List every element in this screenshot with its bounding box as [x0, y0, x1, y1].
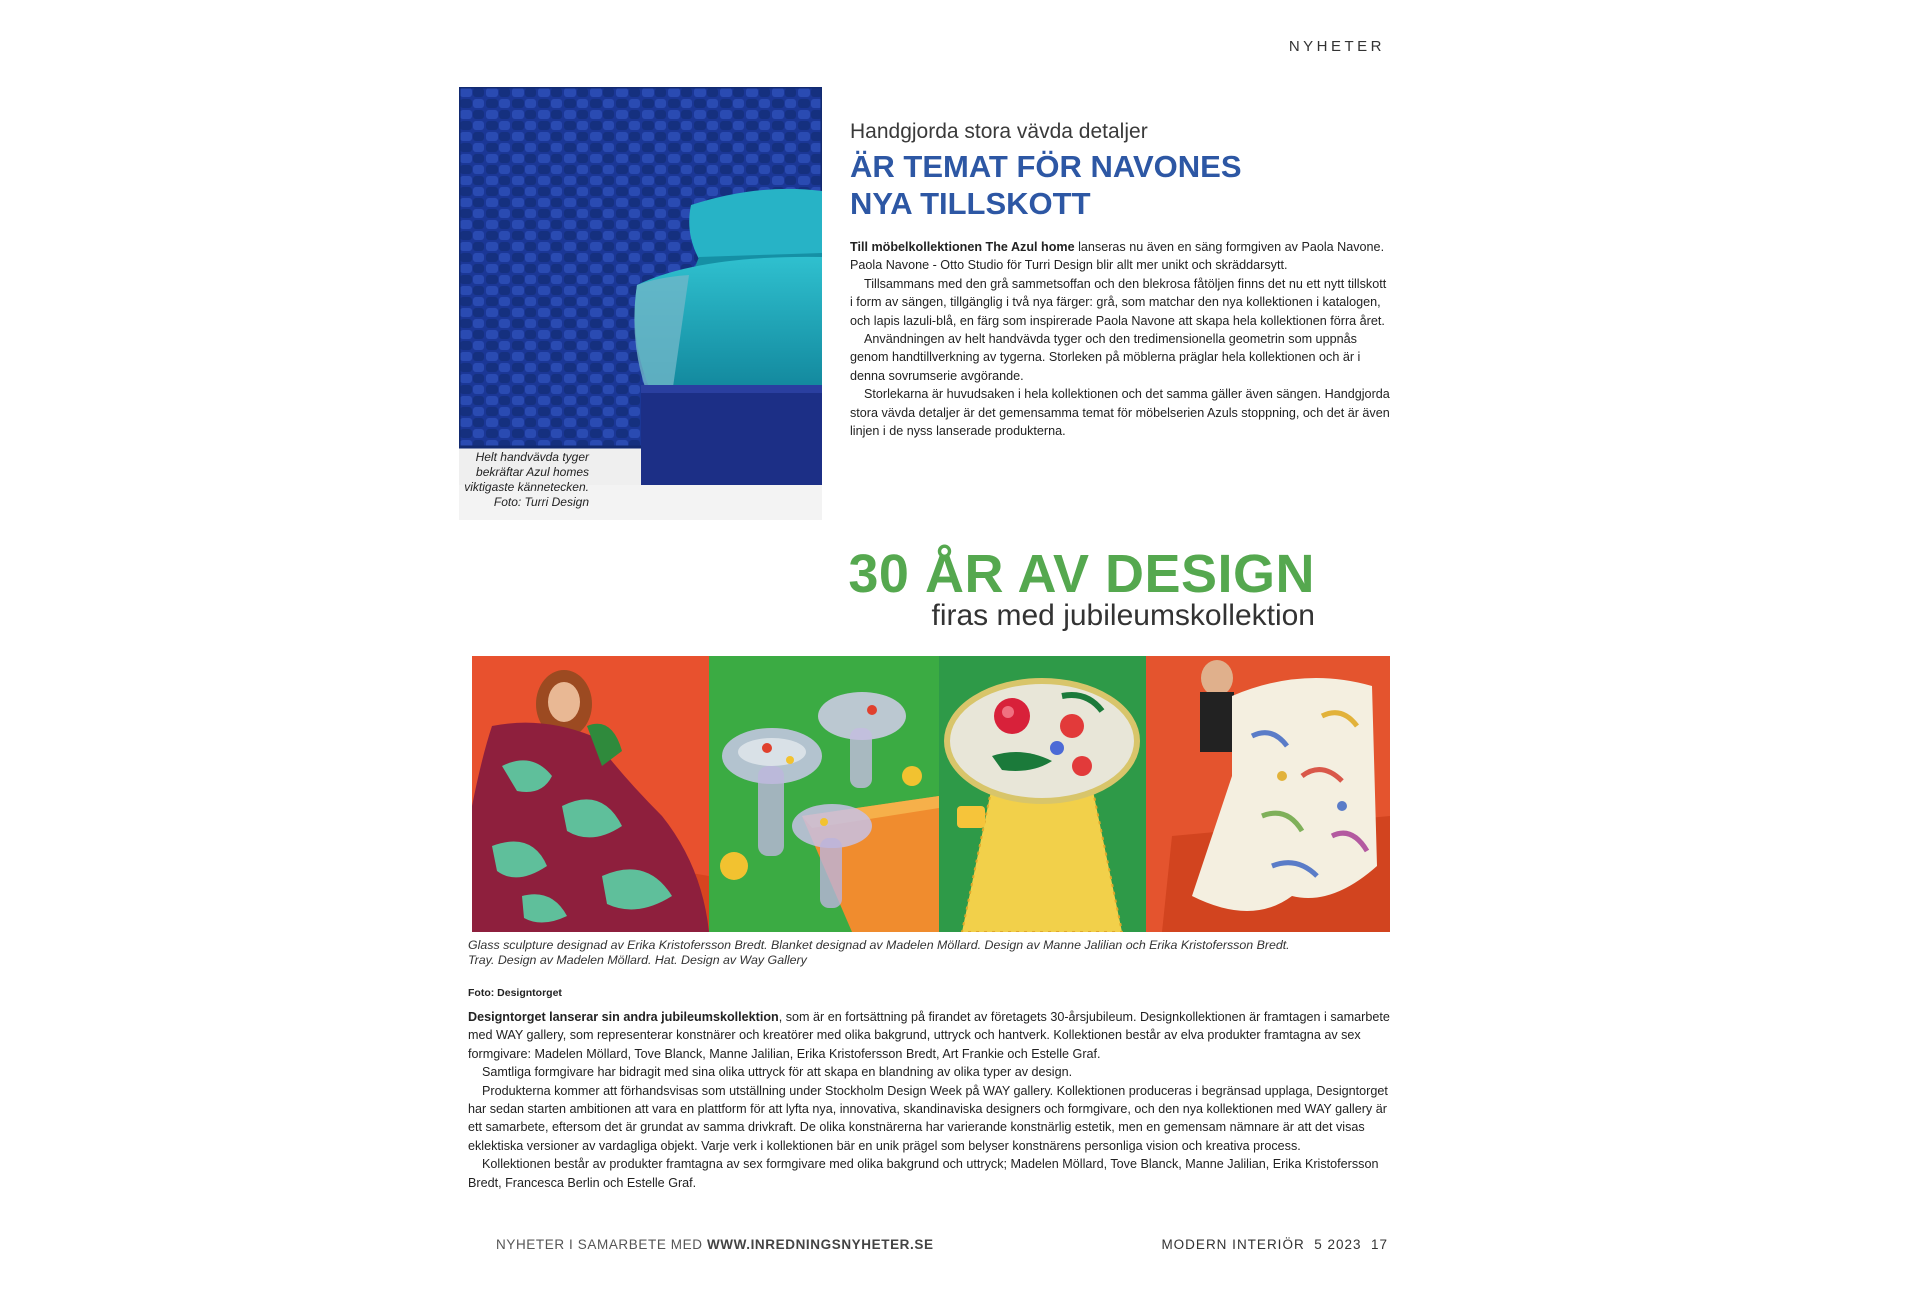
article2-paragraph: Kollektionen består av produkter framtagna av sex formgivare med olika bakgrund och uttryck; Madelen Möllard, Tove Blanck, Manne Jalilian, Erika Kristofersson Bredt, Francesca Berlin och Estelle Graf. — [468, 1157, 1379, 1190]
article1-body — [850, 238, 1390, 440]
article1-lead: Till möbelkollektionen The Azul home — [850, 240, 1075, 254]
article1-kicker: Handgjorda stora vävda detaljer — [850, 120, 1148, 143]
article1-paragraph: Tillsammans med den grå sammetsoffan och den blekrosa fåtöljen finns det nu ett nytt tillskott i form av sängen, tillgänglig i två nya färger: grå, som matchar den nya kollektionen i katalogen, och lapis lazuli-blå, en färg som inspirerade Paola Navone att skapa hela kollektionen förra året. — [850, 276, 1387, 328]
photo-strip-caption — [468, 938, 1348, 968]
photo-strip — [472, 656, 1390, 932]
article2-paragraph — [468, 1008, 1390, 1063]
caption-line: Glass sculpture designad av Erika Kristofersson Bredt. Blanket designad av Madelen Möllard. Design av Manne Jalilian och Erika Kristofersson Bredt. — [468, 938, 1290, 952]
section-label: NYHETER — [1288, 38, 1385, 55]
caption-line: bekräftar Azul homes — [476, 465, 589, 479]
headline-line: ÄR TEMAT FÖR NAVONES — [850, 149, 1242, 184]
headline-line: NYA TILLSKOTT — [850, 186, 1091, 221]
photo-glass-sculpture — [709, 656, 939, 932]
bed-photo-caption — [453, 450, 589, 510]
photo-tray-table — [939, 656, 1146, 932]
caption-line: Tray. Design av Madelen Möllard. Hat. Design av Way Gallery — [468, 953, 807, 967]
footer-partner-text: NYHETER I SAMARBETE MED — [496, 1237, 707, 1252]
article1-para1-text: lanseras nu även en säng formgiven av Paola Navone. Paola Navone - Otto Studio för Turri Design blir allt mer unikt och skräddarsytt. — [850, 240, 1385, 273]
article2-paragraph: Samtliga formgivare har bidragit med sina olika uttryck för att skapa en blandning av olika typer av design. — [482, 1065, 1073, 1080]
footer-folio: MODERN INTERIÖR 5 2023 17 — [1161, 1237, 1388, 1252]
photo-credit: Foto: Designtorget — [468, 987, 562, 999]
article2-body — [468, 1008, 1390, 1192]
photo-credit: Foto: Turri Design — [493, 495, 589, 509]
caption-line: Helt handvävda tyger — [475, 450, 589, 464]
footer-partner — [496, 1237, 934, 1252]
article2-lead: Designtorget lanserar sin andra jubileumskollektion — [468, 1010, 779, 1024]
article2-headline: 30 ÅR AV DESIGN — [848, 544, 1315, 604]
caption-line: viktigaste kännetecken. — [464, 480, 589, 494]
photo-blanket — [472, 656, 709, 932]
photo-hat-fabric — [1146, 656, 1390, 932]
photo-strip-illustration — [472, 656, 1390, 932]
article2-paragraph: Produkterna kommer att förhandsvisas som utställning under Stockholm Design Week på WAY gallery. Kollektionen produceras i begränsad upplaga, Designtorget har sedan starten ambitionen att vara en plattform för att lyfta nya, innovativa, skandinaviska designers och formgivare, och den nya kollektionen med WAY gallery är ett samarbete, eftersom det är grundat av samma drivkraft. De olika konstnärerna har varierande konstnärlig estetik, men en gemensam nämnare är att det visas eklektiska versioner av vardagliga objekt. Varje verk i kollektionen bär en unik prägel som belyser konstnärens personliga vision och kreativa process. — [468, 1083, 1388, 1153]
article2-para1-text: , som är en fortsättning på firandet av företagets 30-årsjubileum. Designkollektionen är framtagen i samarbete med WAY gallery, som representerar konstnärer och kreatörer med olika bakgrund, uttryck och hantverk. Kollektionen består av elva produkter framtagna av sex formgivare: Madelen Möllard, Tove Blanck, Manne Jalilian, Erika Kristofersson Bredt, Art Frankie och Estelle Graf. — [468, 1010, 1390, 1061]
footer-url-link[interactable]: WWW.INREDNINGSNYHETER.SE — [706, 1237, 934, 1252]
article1-paragraph: Användningen av helt handvävda tyger och den tredimensionella geometrin som uppnås genom handtillverkning av tygerna. Storleken på möblerna präglar hela kollektionen och är i denna sovrumserie avgörande. — [850, 332, 1361, 383]
article1-paragraph — [850, 238, 1390, 275]
article1-paragraph: Storlekarna är huvudsaken i hela kollektionen och det samma gäller även sängen. Handgjorda stora vävda detaljer är det gemensamma temat för möbelserien Azuls stoppning, och det är även linjen i de nyss lanserade produkterna. — [850, 387, 1390, 439]
article2-subhead: firas med jubileumskollektion — [931, 599, 1315, 632]
article1-headline — [850, 148, 1350, 222]
